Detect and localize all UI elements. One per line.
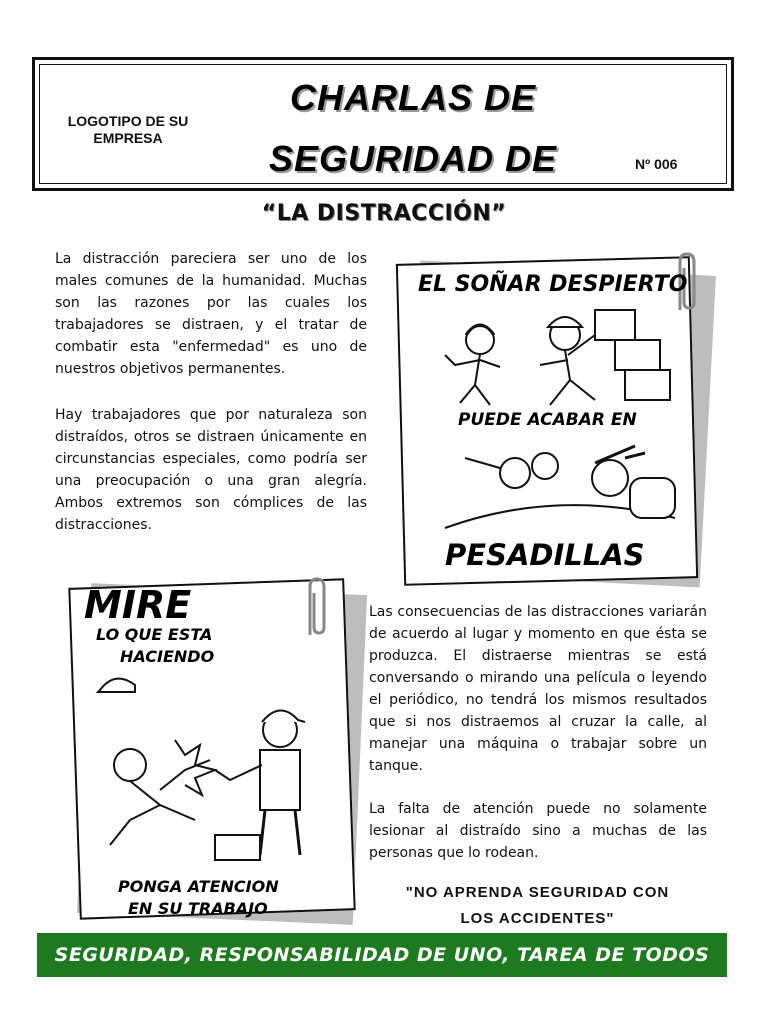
caption-daydreaming: EL SOÑAR DESPIERTO xyxy=(418,272,688,297)
paragraph-intro: La distracción pareciera ser uno de los males comunes de la humanidad. Muchas son las razones por las cuales los trabajadores se distraen, y el tratar de combatir esta "enfermedad" es uno de nuestros objetivos permanentes. xyxy=(55,251,367,377)
safety-quote xyxy=(365,880,710,932)
quote-line-2: LOS ACCIDENTES" xyxy=(460,910,615,927)
issue-number: Nº 006 xyxy=(635,156,678,172)
quote-line-1: "NO APRENDA SEGURIDAD CON xyxy=(405,884,670,901)
caption-nightmares: PESADILLAS xyxy=(445,538,645,572)
caption-to-your-work: EN SU TRABAJO xyxy=(128,899,268,918)
paperclip-icon xyxy=(302,575,332,645)
cartoon-watch-what-you-do xyxy=(70,575,370,925)
logo-placeholder: LOGOTIPO DE SU EMPRESA xyxy=(67,113,189,146)
caption-look: MIRE xyxy=(84,583,192,627)
title-line-1: CHARLAS DE xyxy=(289,77,536,118)
caption-can-end-in: PUEDE ACABAR EN xyxy=(458,410,637,430)
nightmare-illustration xyxy=(435,438,685,538)
footer-slogan: SEGURIDAD, RESPONSABILIDAD DE UNO, TAREA DE TODOS xyxy=(54,944,710,966)
header-box xyxy=(32,57,734,191)
title-line-2: SEGURIDAD DE xyxy=(268,138,558,179)
caption-pay-attention: PONGA ATENCION xyxy=(118,877,279,896)
caption-what-you-are: LO QUE ESTA xyxy=(96,625,213,644)
caption-doing: HACIENDO xyxy=(120,647,215,666)
topic-title: “LA DISTRACCIÓN” xyxy=(261,201,507,226)
paragraph-consequences: Las consecuencias de las distracciones variarán de acuerdo al lugar y momento en que ésta se produzca. El distraerse mientras se está conversando o mirando una película o leyendo el periódico, no tendrá los mismos resultados que si nos distraemos al cruzar la calle, al manejar una máquina o trabajar sobre un tanque. xyxy=(369,604,707,774)
daydreaming-worker-illustration xyxy=(430,305,680,415)
paragraph-types: Hay trabajadores que por naturaleza son distraídos, otros se distraen únicamente en circunstancias especiales, como podría ser una preocupación o una gran alegría. Ambos extremos son cómplices de las distracciones. xyxy=(55,407,367,533)
workers-accident-illustration xyxy=(90,670,340,870)
footer-banner xyxy=(37,933,727,977)
cartoon-daydreaming xyxy=(400,250,720,588)
paragraph-others-at-risk: La falta de atención puede no solamente lesionar al distraído sino a muchas de las personas que lo rodean. xyxy=(369,801,707,861)
